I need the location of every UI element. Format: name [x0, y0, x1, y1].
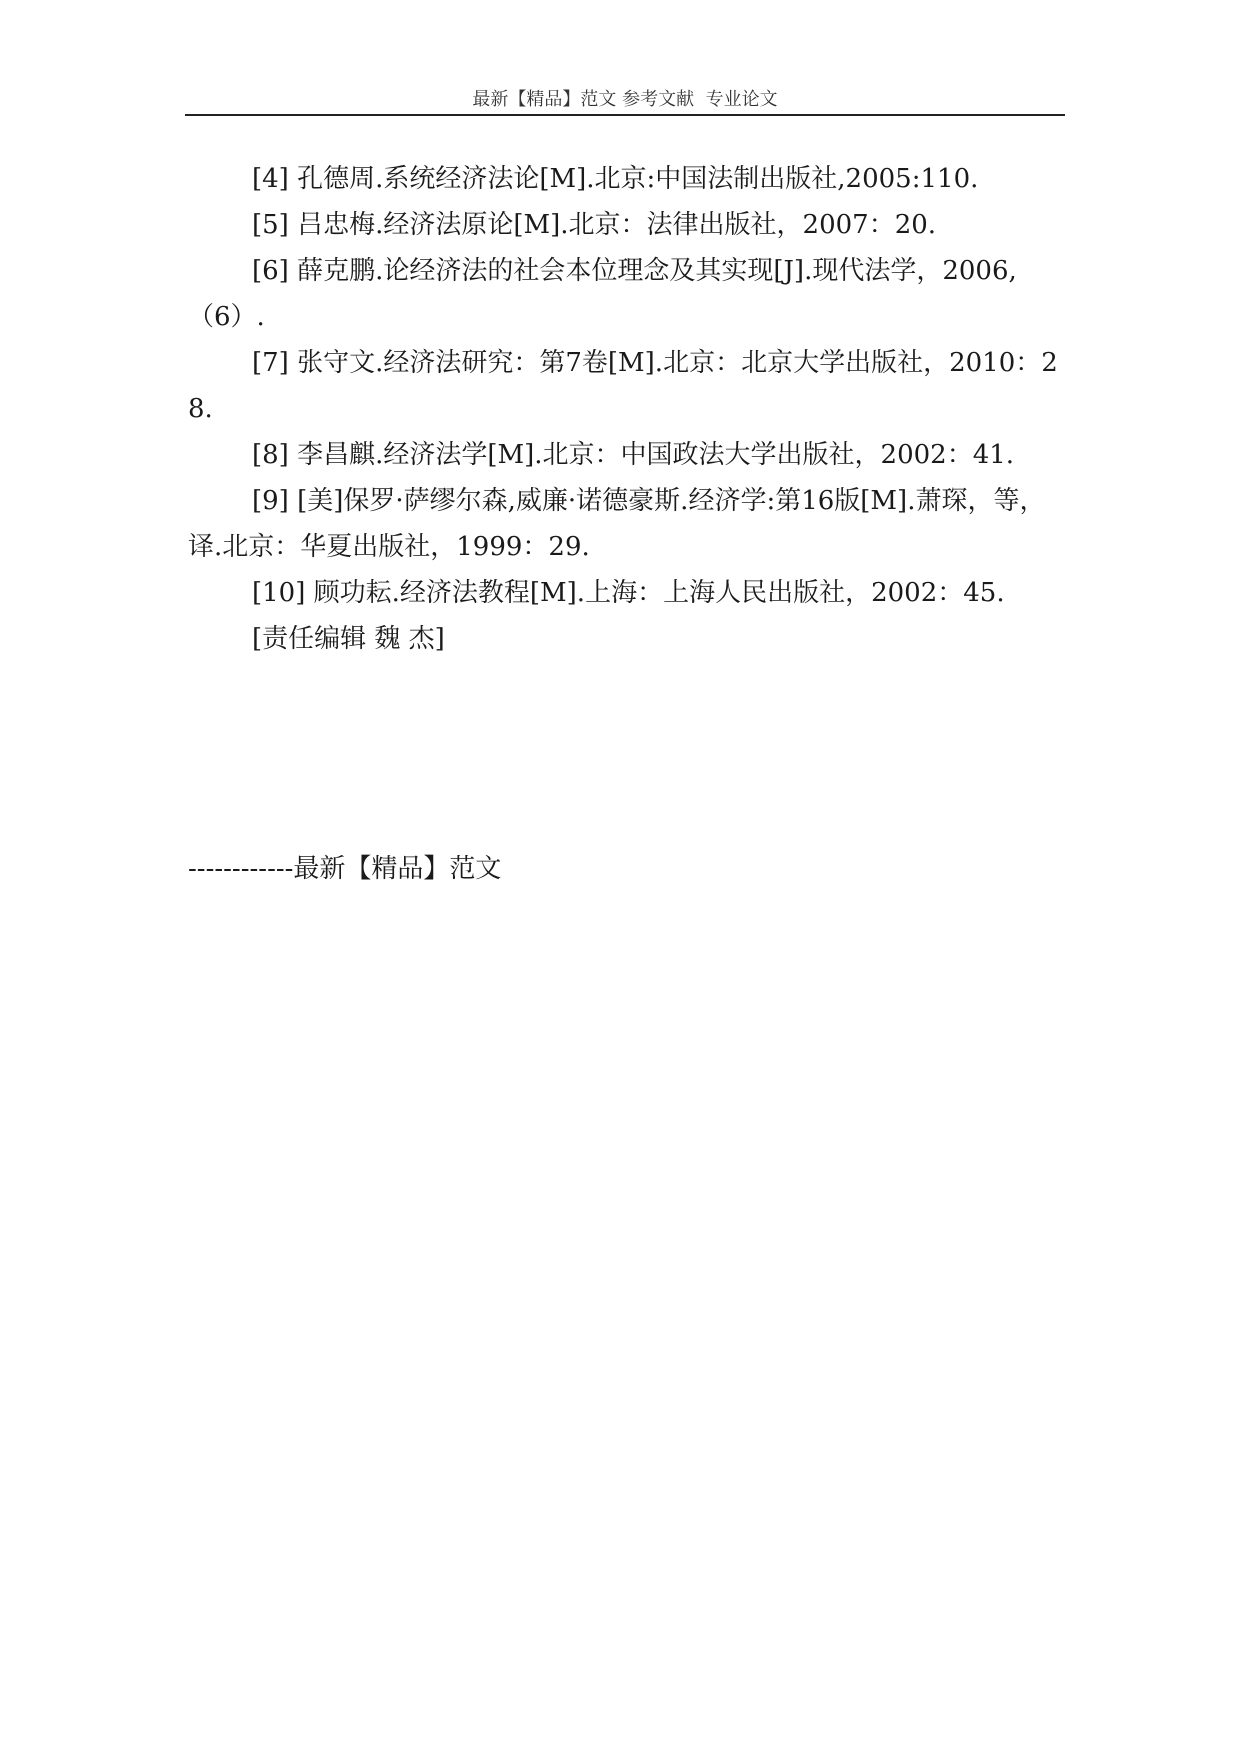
- reference-item: [6] 薛克鹏.论经济法的社会本位理念及其实现[J].现代法学，2006,（6）.: [188, 256, 1017, 332]
- page-header: 最新【精品】范文 参考文献 专业论文: [185, 86, 1065, 116]
- reference-item: [9] [美]保罗·萨缪尔森,威廉·诺德豪斯.经济学:第16版[M].萧琛，等，译.北京：华夏出版社，1999：29.: [188, 486, 1046, 562]
- reference-item: [8] 李昌麒.经济法学[M].北京：中国政法大学出版社，2002：41.: [252, 440, 1015, 470]
- reference-item: [10] 顾功耘.经济法教程[M].上海：上海人民出版社，2002：45.: [252, 578, 1005, 608]
- reference-item: [7] 张守文.经济法研究：第7卷[M].北京：北京大学出版社，2010：28.: [188, 348, 1058, 424]
- reference-item: [4] 孔德周.系统经济法论[M].北京:中国法制出版社,2005:110.: [252, 164, 979, 194]
- responsible-editor: [责任编辑 魏 杰]: [252, 624, 445, 654]
- reference-list: [188, 156, 1064, 662]
- reference-item: [5] 吕忠梅.经济法原论[M].北京：法律出版社，2007：20.: [252, 210, 937, 240]
- page-footer: ------------最新【精品】范文: [188, 854, 502, 884]
